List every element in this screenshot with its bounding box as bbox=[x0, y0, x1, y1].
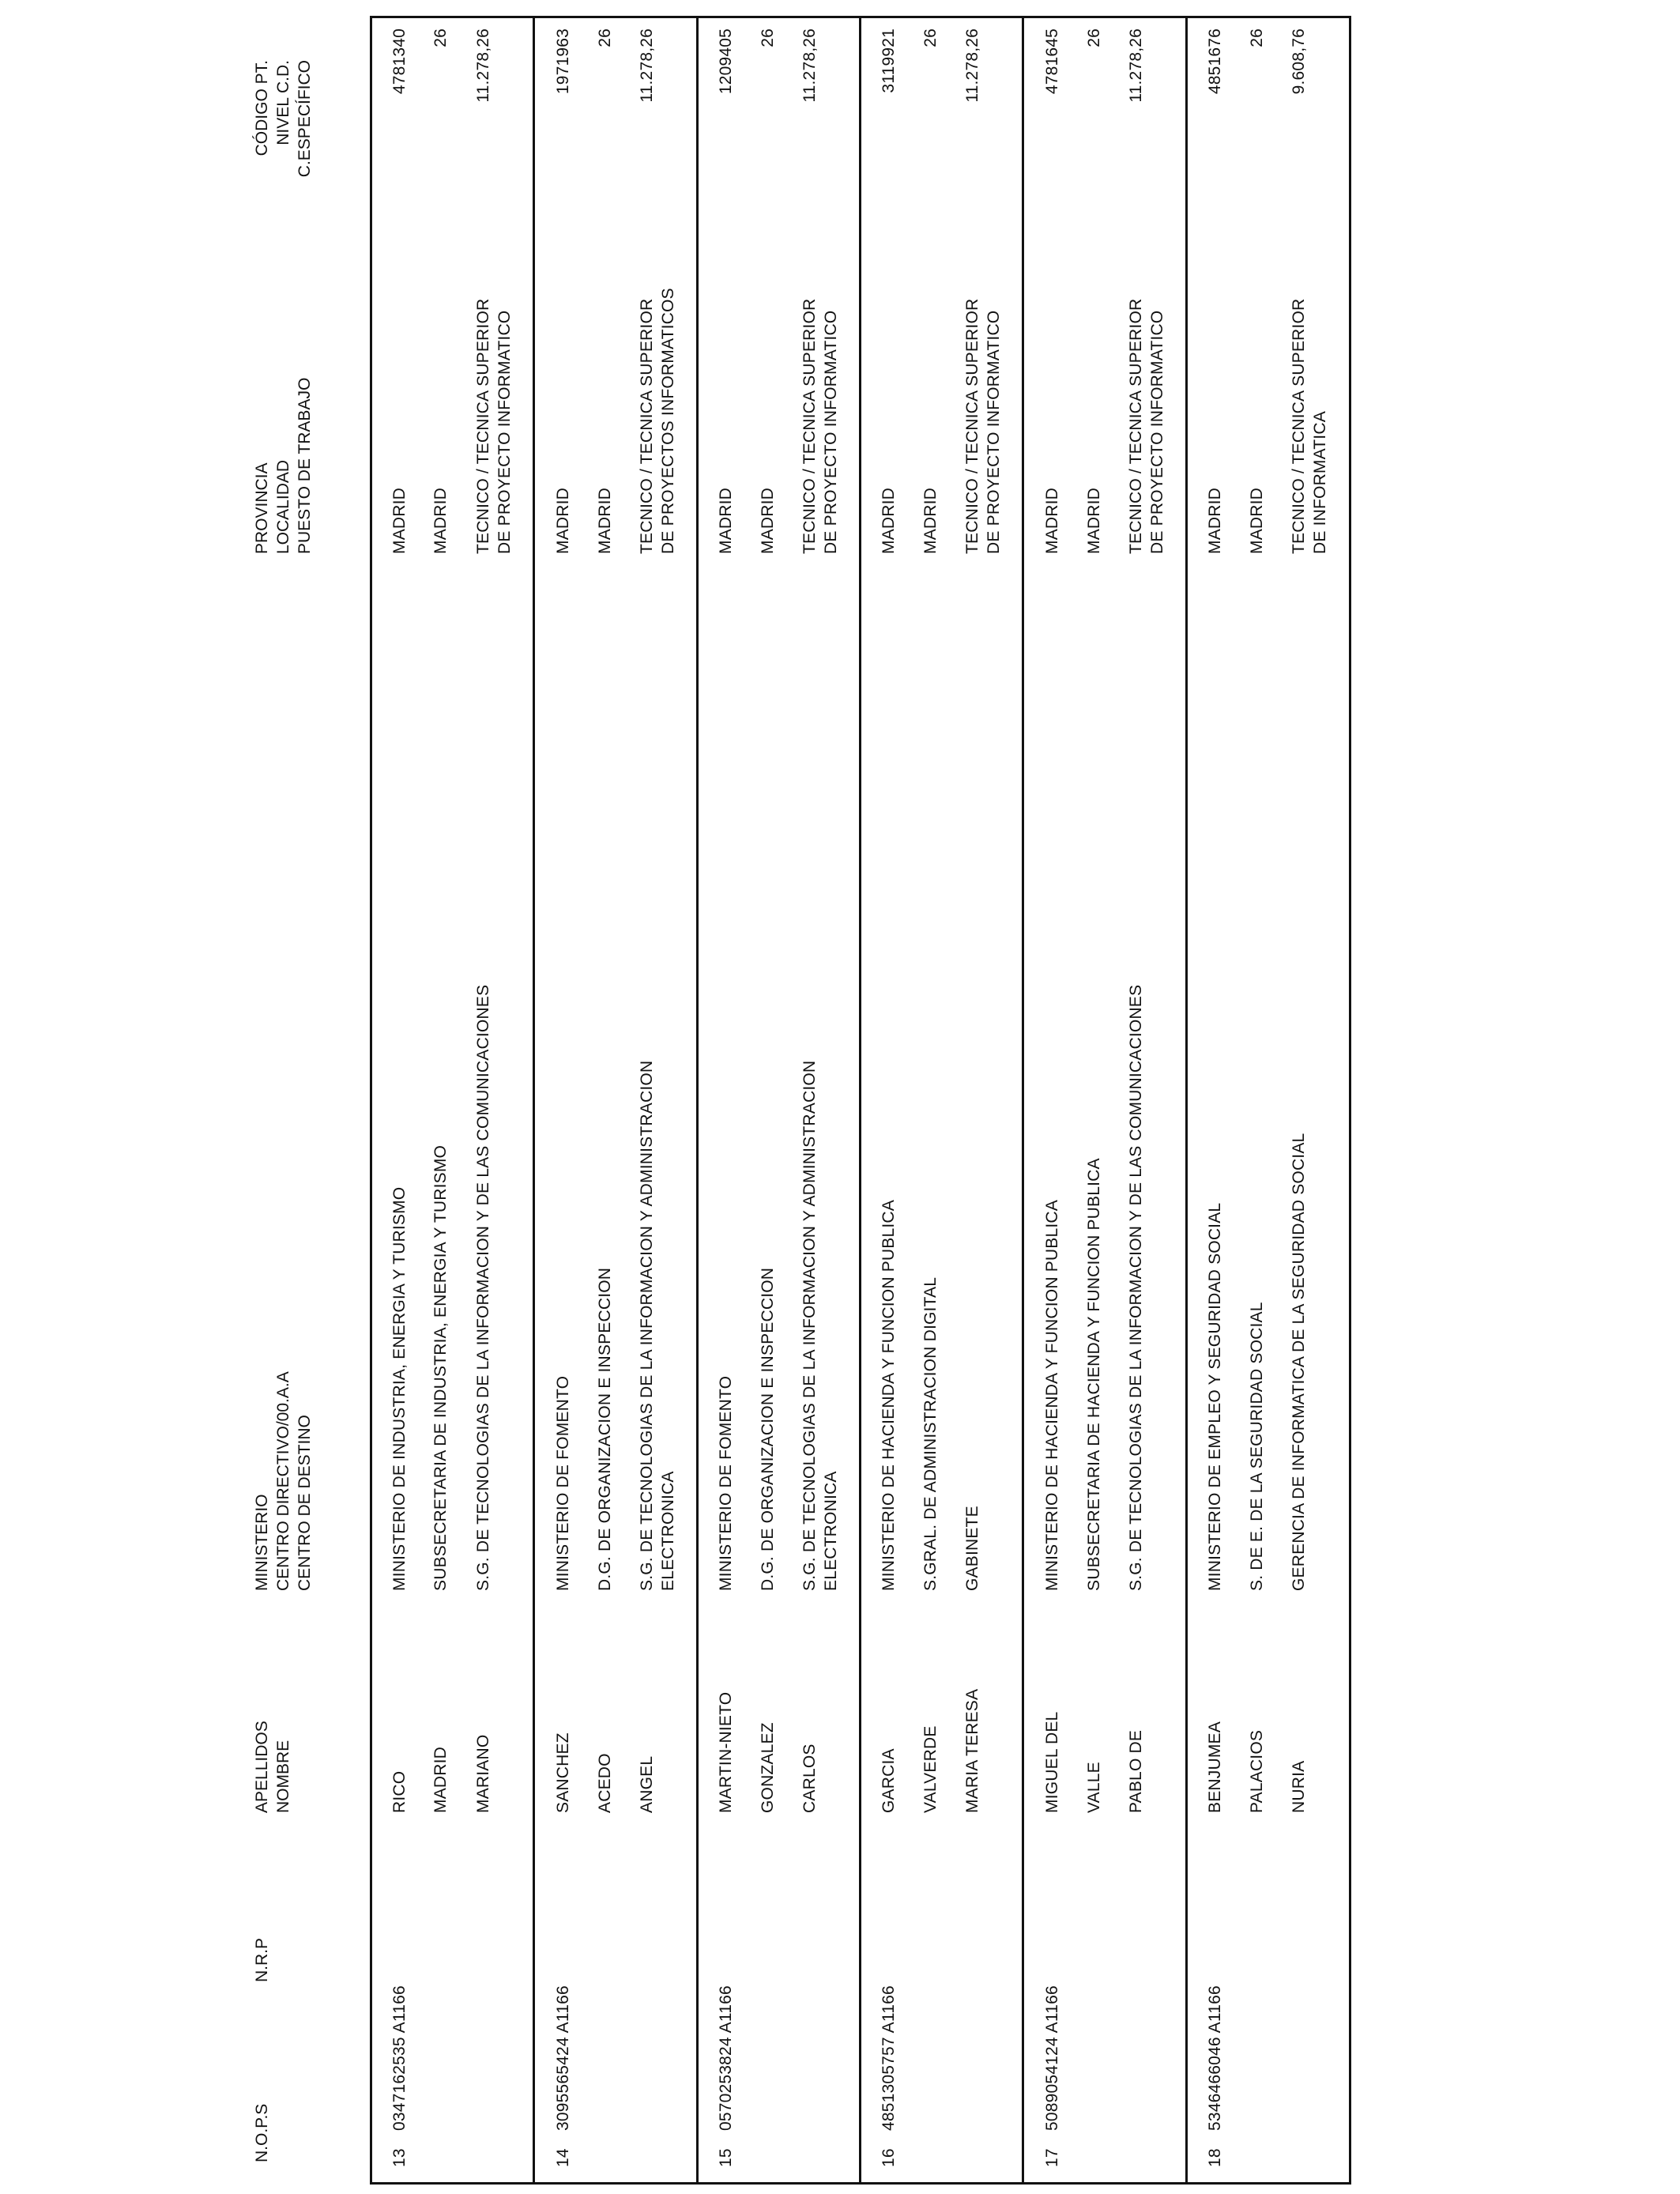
cell-apellido2: MADRID bbox=[431, 1746, 450, 1813]
cell-apellido1: BENJUMEA bbox=[1206, 1721, 1224, 1813]
cell-centro-destino: S.G. DE TECNOLOGIAS DE LA INFORMACION Y DE LAS COMUNICACIONES bbox=[474, 984, 492, 1591]
cell-apellido1: GARCIA bbox=[880, 1748, 898, 1813]
cell-apellido1: RICO bbox=[390, 1770, 409, 1813]
cell-apellido1: SANCHEZ bbox=[554, 1732, 572, 1813]
row-divider bbox=[859, 16, 861, 2185]
cell-provincia: MADRID bbox=[390, 487, 409, 554]
header-ministerio: MINISTERIO bbox=[253, 1494, 271, 1591]
header-nops: N.O.P.S bbox=[253, 2103, 271, 2162]
row-divider bbox=[533, 16, 535, 2185]
cell-nrp: 5346466046 A1166 bbox=[1206, 1985, 1224, 2131]
cell-localidad: MADRID bbox=[921, 487, 940, 554]
cell-nrp: 3095565424 A1166 bbox=[554, 1985, 572, 2131]
cell-nops: 17 bbox=[1043, 2148, 1061, 2167]
cell-apellido2: GONZALEZ bbox=[759, 1722, 777, 1813]
cell-nops: 13 bbox=[390, 2148, 409, 2167]
cell-codigo: 4851676 bbox=[1206, 28, 1224, 95]
cell-centro-directivo: S. DE E. DE LA SEGURIDAD SOCIAL bbox=[1248, 1302, 1266, 1591]
header-especifico: C.ESPECÍFICO bbox=[296, 60, 314, 178]
cell-especifico: 11.278,26 bbox=[1127, 28, 1145, 103]
cell-provincia: MADRID bbox=[554, 487, 572, 554]
cell-puesto: TECNICO / TECNICA SUPERIOR DE PROYECTO INFORMATICO bbox=[1127, 298, 1166, 554]
cell-especifico: 11.278,26 bbox=[474, 28, 492, 103]
cell-centro-destino: S.G. DE TECNOLOGIAS DE LA INFORMACION Y DE LAS COMUNICACIONES bbox=[1127, 984, 1145, 1591]
cell-ministerio: MINISTERIO DE FOMENTO bbox=[717, 1375, 735, 1591]
header-nrp: N.R.P bbox=[253, 1937, 271, 1982]
cell-apellido1: MARTIN-NIETO bbox=[717, 1691, 735, 1813]
cell-centro-destino: GERENCIA DE INFORMATICA DE LA SEGURIDAD SOCIAL bbox=[1290, 1133, 1308, 1591]
cell-nivel: 26 bbox=[759, 28, 777, 47]
cell-puesto: TECNICO / TECNICA SUPERIOR DE INFORMATICA bbox=[1290, 298, 1329, 554]
cell-puesto: TECNICO / TECNICA SUPERIOR DE PROYECTO INFORMATICO bbox=[963, 298, 1003, 554]
cell-nivel: 26 bbox=[596, 28, 614, 47]
cell-nops: 18 bbox=[1206, 2148, 1224, 2167]
cell-nrp: 4851305757 A1166 bbox=[880, 1985, 898, 2131]
cell-ministerio: MINISTERIO DE HACIENDA Y FUNCION PUBLICA bbox=[880, 1200, 898, 1591]
cell-codigo: 4781645 bbox=[1043, 28, 1061, 95]
cell-nrp: 0570253824 A1166 bbox=[717, 1985, 735, 2131]
cell-localidad: MADRID bbox=[1248, 487, 1266, 554]
cell-ministerio: MINISTERIO DE INDUSTRIA, ENERGIA Y TURISMO bbox=[390, 1186, 409, 1591]
cell-nivel: 26 bbox=[1085, 28, 1103, 47]
cell-especifico: 11.278,26 bbox=[963, 28, 981, 103]
cell-localidad: MADRID bbox=[596, 487, 614, 554]
cell-nrp: 0347162535 A1166 bbox=[390, 1985, 409, 2131]
cell-centro-directivo: SUBSECRETARIA DE INDUSTRIA, ENERGIA Y TURISMO bbox=[431, 1144, 450, 1591]
cell-puesto: TECNICO / TECNICA SUPERIOR DE PROYECTO INFORMATICO bbox=[800, 298, 840, 554]
header-nivel: NIVEL C.D. bbox=[274, 60, 292, 145]
cell-codigo: 3119921 bbox=[880, 28, 898, 93]
cell-especifico: 11.278,26 bbox=[800, 28, 819, 103]
cell-puesto: TECNICO / TECNICA SUPERIOR DE PROYECTOS INFORMATICOS bbox=[638, 288, 677, 554]
cell-nrp: 5089054124 A1166 bbox=[1043, 1985, 1061, 2131]
cell-nivel: 26 bbox=[431, 28, 450, 47]
cell-provincia: MADRID bbox=[1206, 487, 1224, 554]
header-localidad: LOCALIDAD bbox=[274, 459, 292, 554]
cell-centro-directivo: D.G. DE ORGANIZACION E INSPECCION bbox=[759, 1267, 777, 1591]
cell-localidad: MADRID bbox=[1085, 487, 1103, 554]
cell-nops: 16 bbox=[880, 2148, 898, 2167]
cell-apellido2: ACEDO bbox=[596, 1753, 614, 1813]
cell-centro-destino: S.G. DE TECNOLOGIAS DE LA INFORMACION Y ADMINISTRACION ELECTRONICA bbox=[638, 1060, 677, 1591]
cell-nombre: MARIA TERESA bbox=[963, 1688, 981, 1813]
cell-ministerio: MINISTERIO DE FOMENTO bbox=[554, 1375, 572, 1591]
cell-nivel: 26 bbox=[1248, 28, 1266, 47]
cell-provincia: MADRID bbox=[717, 487, 735, 554]
cell-nivel: 26 bbox=[921, 28, 940, 47]
cell-centro-directivo: D.G. DE ORGANIZACION E INSPECCION bbox=[596, 1267, 614, 1591]
row-divider bbox=[1185, 16, 1188, 2185]
row-divider bbox=[1022, 16, 1024, 2185]
header-centro-directivo: CENTRO DIRECTIVO/00.A.A bbox=[274, 1371, 292, 1591]
cell-nops: 14 bbox=[554, 2148, 572, 2167]
cell-especifico: 11.278,26 bbox=[638, 28, 656, 103]
cell-puesto: TECNICO / TECNICA SUPERIOR DE PROYECTO INFORMATICO bbox=[474, 298, 514, 554]
cell-nombre: MARIANO bbox=[474, 1734, 492, 1813]
cell-nombre: NURIA bbox=[1290, 1760, 1308, 1813]
cell-localidad: MADRID bbox=[759, 487, 777, 554]
header-apellidos: APELLIDOS bbox=[253, 1721, 271, 1813]
cell-centro-destino: S.G. DE TECNOLOGIAS DE LA INFORMACION Y ADMINISTRACION ELECTRONICA bbox=[800, 1060, 840, 1591]
header-nombre: NOMBRE bbox=[274, 1740, 292, 1813]
cell-provincia: MADRID bbox=[1043, 487, 1061, 554]
cell-nombre: ANGEL bbox=[638, 1755, 656, 1813]
cell-localidad: MADRID bbox=[431, 487, 450, 554]
cell-apellido1: MIGUEL DEL bbox=[1043, 1711, 1061, 1813]
header-codigo: CÓDIGO PT. bbox=[253, 60, 271, 156]
header-puesto: PUESTO DE TRABAJO bbox=[296, 377, 314, 554]
header-centro-destino: CENTRO DE DESTINO bbox=[296, 1415, 314, 1591]
cell-nombre: PABLO DE bbox=[1127, 1729, 1145, 1813]
cell-apellido2: VALLE bbox=[1085, 1762, 1103, 1813]
cell-especifico: 9.608,76 bbox=[1290, 28, 1308, 95]
cell-ministerio: MINISTERIO DE HACIENDA Y FUNCION PUBLICA bbox=[1043, 1200, 1061, 1591]
cell-codigo: 1971963 bbox=[554, 28, 572, 95]
header-provincia: PROVINCIA bbox=[253, 462, 271, 554]
cell-provincia: MADRID bbox=[880, 487, 898, 554]
cell-nops: 15 bbox=[717, 2148, 735, 2167]
cell-centro-destino: GABINETE bbox=[963, 1506, 981, 1591]
cell-centro-directivo: S.GRAL. DE ADMINISTRACION DIGITAL bbox=[921, 1276, 940, 1591]
cell-apellido2: PALACIOS bbox=[1248, 1729, 1266, 1813]
cell-ministerio: MINISTERIO DE EMPLEO Y SEGURIDAD SOCIAL bbox=[1206, 1202, 1224, 1591]
row-divider bbox=[696, 16, 699, 2185]
cell-nombre: CARLOS bbox=[800, 1744, 819, 1813]
cell-centro-directivo: SUBSECRETARIA DE HACIENDA Y FUNCION PUBLICA bbox=[1085, 1158, 1103, 1591]
cell-apellido2: VALVERDE bbox=[921, 1725, 940, 1813]
cell-codigo: 1209405 bbox=[717, 28, 735, 95]
cell-codigo: 4781340 bbox=[390, 28, 409, 95]
